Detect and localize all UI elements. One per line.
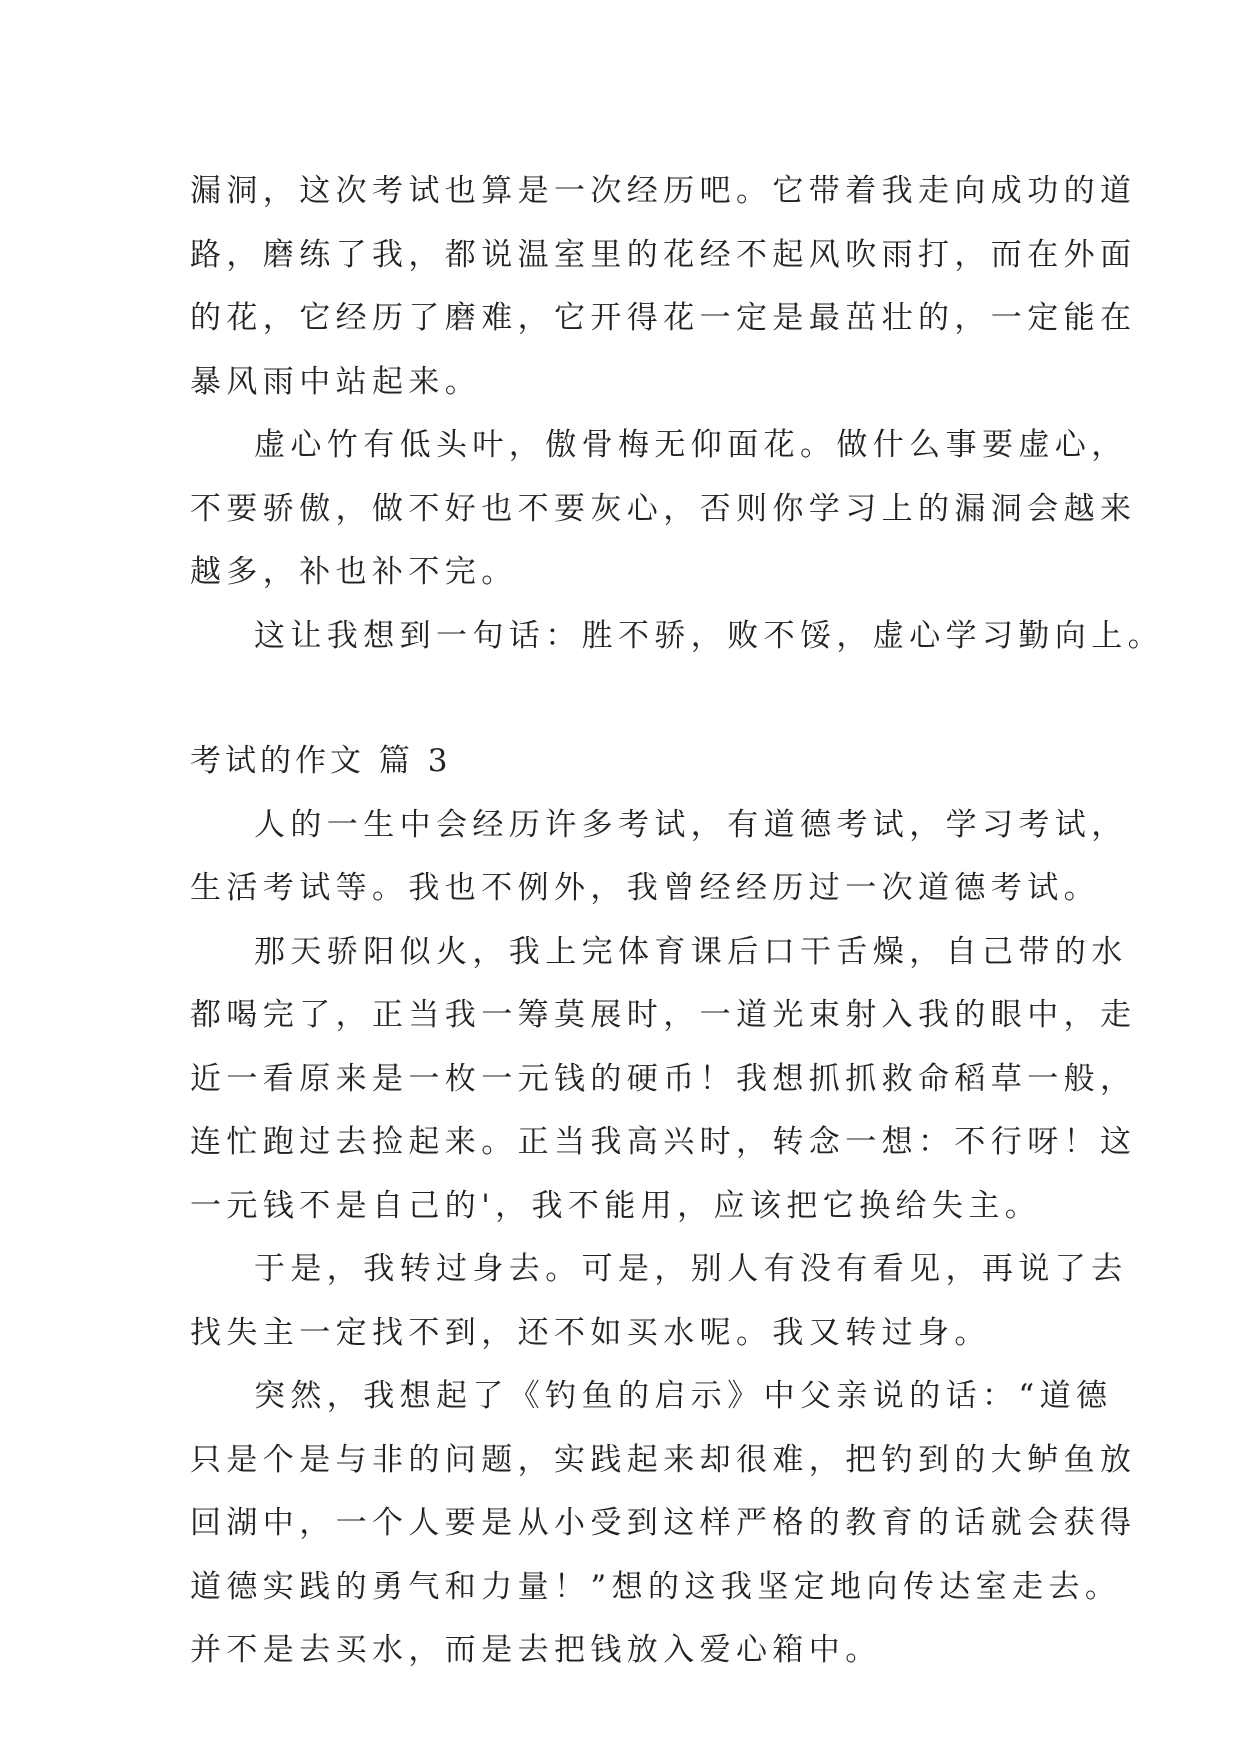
section-heading: 考试的作文 篇 3 xyxy=(190,743,452,779)
text-line: 近一看原来是一枚一元钱的硬币！我想抓抓救命稻草一般， xyxy=(190,1060,1137,1097)
text-line: 暴风雨中站起来。 xyxy=(190,363,482,400)
text-line: 道德实践的勇气和力量！”想的这我坚定地向传达室走去。 xyxy=(190,1568,1122,1605)
text-line: 回湖中，一个人要是从小受到这样严格的教育的话就会获得 xyxy=(190,1505,1137,1541)
text-line: 漏洞，这次考试也算是一次经历吧。它带着我走向成功的道 xyxy=(190,173,1137,209)
text-line: 并不是去买水，而是去把钱放入爱心箱中。 xyxy=(190,1632,882,1668)
section-gap xyxy=(190,668,1070,730)
text-line: 的花，它经历了磨难，它开得花一定是最茁壮的，一定能在 xyxy=(190,300,1137,336)
paragraph-start-line: 突然，我想起了《钓鱼的启示》中父亲说的话：“道德 xyxy=(254,1378,1113,1414)
paragraph-start-line: 于是，我转过身去。可是，别人有没有看见，再说了去 xyxy=(254,1251,1128,1287)
text-line: 都喝完了，正当我一筹莫展时，一道光束射入我的眼中，走 xyxy=(190,997,1137,1033)
document-page xyxy=(190,160,1164,1683)
text-line: 生活考试等。我也不例外，我曾经经历过一次道德考试。 xyxy=(190,870,1100,906)
essay-section-continued xyxy=(190,160,1164,668)
text-line: 找失主一定找不到，还不如买水呢。我又转过身。 xyxy=(190,1314,991,1351)
text-line: 只是个是与非的问题，实践起来却很难，把钓到的大鲈鱼放 xyxy=(190,1441,1137,1478)
paragraph-start-line: 这让我想到一句话：胜不骄，败不馁，虚心学习勤向上。 xyxy=(254,617,1164,654)
text-line: 越多，补也补不完。 xyxy=(190,554,518,590)
paragraph-start-line: 虚心竹有低头叶，傲骨梅无仰面花。做什么事要虚心， xyxy=(254,427,1128,463)
paragraph-start-line: 那天骄阳似火，我上完体育课后口干舌燥，自己带的水 xyxy=(254,933,1128,970)
text-line: 不要骄傲，做不好也不要灰心，否则你学习上的漏洞会越来 xyxy=(190,490,1137,527)
text-line: 路，磨练了我，都说温室里的花经不起风吹雨打，而在外面 xyxy=(190,236,1137,273)
text-line: 连忙跑过去捡起来。正当我高兴时，转念一想：不行呀！这 xyxy=(190,1124,1137,1160)
essay-section-3 xyxy=(190,730,1137,1683)
text-line: 一元钱不是自己的'，我不能用，应该把它换给失主。 xyxy=(190,1187,1042,1224)
paragraph-start-line: 人的一生中会经历许多考试，有道德考试，学习考试， xyxy=(254,806,1128,843)
